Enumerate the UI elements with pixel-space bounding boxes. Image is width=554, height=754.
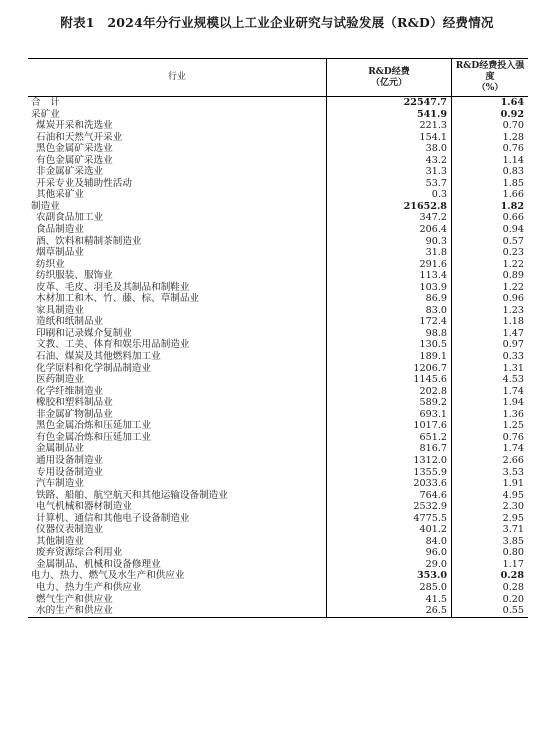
industry-name: 非金属矿物制品业	[28, 409, 327, 421]
industry-name: 煤炭开采和洗选业	[28, 120, 327, 132]
industry-name: 纺织业	[28, 259, 327, 271]
rd-expenditure-value: 202.8	[327, 386, 452, 398]
industry-name: 农副食品加工业	[28, 212, 327, 224]
industry-name: 金属制品、机械和设备修理业	[28, 559, 327, 571]
rd-expenditure-value: 0.3	[327, 189, 452, 201]
rd-intensity-value: 1.82	[500, 200, 524, 212]
industry-name: 电力、热力生产和供应业	[28, 582, 327, 594]
rd-expenditure-value: 285.0	[327, 582, 452, 594]
rd-intensity-value: 1.85	[502, 177, 524, 189]
industry-name: 电力、热力、燃气及水生产和供应业	[28, 570, 327, 582]
table-row	[28, 328, 528, 340]
industry-name: 金属制品业	[28, 443, 327, 455]
table-row	[28, 570, 528, 582]
rd-expenditure-value: 83.0	[327, 305, 452, 317]
table-row	[28, 178, 528, 190]
rd-expenditure-table	[28, 58, 528, 618]
industry-name: 纺织服装、服饰业	[28, 270, 327, 282]
industry-name: 通用设备制造业	[28, 455, 327, 467]
rd-expenditure-value: 189.1	[327, 351, 452, 363]
rd-intensity-value: 3.85	[502, 535, 524, 547]
table-row	[28, 201, 528, 213]
table-row	[28, 236, 528, 248]
rd-intensity-value: 1.94	[502, 397, 524, 409]
rd-intensity-value: 1.23	[502, 304, 524, 316]
industry-name: 石油和天然气开采业	[28, 132, 327, 144]
rd-intensity-value: 0.76	[502, 431, 524, 443]
header-expenditure	[327, 59, 452, 97]
rd-expenditure-value: 90.3	[327, 236, 452, 248]
rd-intensity-value: 3.53	[502, 466, 524, 478]
rd-expenditure-value: 401.2	[327, 524, 452, 536]
table-row	[28, 420, 528, 432]
rd-intensity-value: 1.91	[502, 478, 524, 490]
rd-expenditure-value: 221.3	[327, 120, 452, 132]
rd-expenditure-value: 347.2	[327, 212, 452, 224]
table-row	[28, 478, 528, 490]
rd-expenditure-value: 816.7	[327, 443, 452, 455]
table-body	[28, 97, 528, 618]
rd-expenditure-value: 41.5	[327, 594, 452, 606]
rd-expenditure-value: 693.1	[327, 409, 452, 421]
rd-intensity-value: 1.66	[502, 189, 524, 201]
industry-name: 印刷和记录媒介复制业	[28, 328, 327, 340]
table-row	[28, 282, 528, 294]
rd-expenditure-value: 29.0	[327, 559, 452, 571]
rd-intensity-value: 2.95	[502, 512, 524, 524]
table-row	[28, 559, 528, 571]
table-row	[28, 339, 528, 351]
industry-name: 开采专业及辅助性活动	[28, 178, 327, 190]
industry-name: 烟草制品业	[28, 247, 327, 259]
table-row	[28, 536, 528, 548]
rd-intensity-value: 4.53	[502, 374, 524, 386]
rd-expenditure-value: 4775.5	[327, 513, 452, 525]
rd-expenditure-value: 130.5	[327, 339, 452, 351]
table-row	[28, 166, 528, 178]
rd-expenditure-value: 541.9	[327, 109, 452, 121]
rd-intensity-value: 3.71	[502, 524, 524, 536]
table-row	[28, 120, 528, 132]
industry-name: 废弃资源综合利用业	[28, 547, 327, 559]
table-row	[28, 109, 528, 121]
industry-name: 造纸和纸制品业	[28, 316, 327, 328]
table-row	[28, 270, 528, 282]
rd-expenditure-value: 589.2	[327, 397, 452, 409]
rd-intensity-value: 1.36	[502, 408, 524, 420]
rd-expenditure-value: 353.0	[327, 570, 452, 582]
table-row	[28, 259, 528, 271]
header-industry: 行业	[28, 59, 327, 97]
table-row	[28, 547, 528, 559]
table-row	[28, 155, 528, 167]
rd-expenditure-value: 31.3	[327, 166, 452, 178]
table-row	[28, 582, 528, 594]
rd-expenditure-value: 2532.9	[327, 501, 452, 513]
table-row	[28, 143, 528, 155]
industry-name: 皮革、毛皮、羽毛及其制品和制鞋业	[28, 282, 327, 294]
industry-name: 橡胶和塑料制品业	[28, 397, 327, 409]
table-row	[28, 490, 528, 502]
table-row	[28, 501, 528, 513]
industry-name: 水的生产和供应业	[28, 605, 327, 617]
rd-intensity-value: 0.33	[502, 351, 524, 363]
industry-name: 食品制造业	[28, 224, 327, 236]
rd-expenditure-value: 98.8	[327, 328, 452, 340]
table-row	[28, 455, 528, 467]
rd-intensity-value: 1.22	[502, 281, 524, 293]
rd-expenditure-value: 26.5	[327, 605, 452, 617]
table-row	[28, 316, 528, 328]
rd-expenditure-value: 1312.0	[327, 455, 452, 467]
rd-intensity-value: 0.92	[500, 108, 524, 120]
industry-name: 其他采矿业	[28, 189, 327, 201]
table-row	[28, 432, 528, 444]
industry-name: 制造业	[28, 201, 327, 213]
rd-expenditure-value: 154.1	[327, 132, 452, 144]
rd-expenditure-value: 764.6	[327, 490, 452, 502]
industry-name: 医药制造业	[28, 374, 327, 386]
rd-expenditure-value: 21652.8	[327, 201, 452, 213]
rd-intensity-value: 4.95	[502, 489, 524, 501]
table-header-row	[28, 59, 528, 97]
rd-intensity-value: 1.22	[502, 258, 524, 270]
industry-name: 有色金属冶炼和压延加工业	[28, 432, 327, 444]
rd-intensity-value: 1.64	[500, 97, 524, 108]
industry-name: 黑色金属冶炼和压延加工业	[28, 420, 327, 432]
rd-expenditure-value: 53.7	[327, 178, 452, 190]
rd-expenditure-value: 103.9	[327, 282, 452, 294]
rd-expenditure-value: 86.9	[327, 293, 452, 305]
rd-expenditure-value: 38.0	[327, 143, 452, 155]
rd-intensity-value: 1.28	[502, 131, 524, 143]
industry-name: 专用设备制造业	[28, 467, 327, 479]
table-row	[28, 363, 528, 375]
industry-name: 石油、煤炭及其他燃料加工业	[28, 351, 327, 363]
rd-intensity-value: 1.17	[502, 558, 524, 570]
industry-name: 电气机械和器材制造业	[28, 501, 327, 513]
rd-intensity-value: 1.14	[502, 154, 524, 166]
rd-expenditure-value: 206.4	[327, 224, 452, 236]
rd-expenditure-value: 84.0	[327, 536, 452, 548]
rd-expenditure-value: 113.4	[327, 270, 452, 282]
industry-name: 燃气生产和供应业	[28, 594, 327, 606]
industry-name: 非金属矿采选业	[28, 166, 327, 178]
rd-intensity-value: 0.20	[502, 593, 524, 605]
table-row	[28, 305, 528, 317]
table-row	[28, 97, 528, 109]
rd-intensity-value: 0.57	[502, 235, 524, 247]
rd-intensity-value: 1.74	[502, 385, 524, 397]
industry-name: 汽车制造业	[28, 478, 327, 490]
industry-name: 黑色金属矿采选业	[28, 143, 327, 155]
table-row	[28, 132, 528, 144]
industry-name: 有色金属矿采选业	[28, 155, 327, 167]
rd-expenditure-value: 2033.6	[327, 478, 452, 490]
rd-intensity-value: 0.28	[502, 581, 524, 593]
rd-expenditure-value: 1017.6	[327, 420, 452, 432]
rd-expenditure-value: 651.2	[327, 432, 452, 444]
rd-intensity-value: 0.96	[502, 293, 524, 305]
rd-expenditure-value: 291.6	[327, 259, 452, 271]
table-row	[28, 386, 528, 398]
table-row	[28, 397, 528, 409]
industry-name: 铁路、船舶、航空航天和其他运输设备制造业	[28, 490, 327, 502]
rd-intensity-value: 1.47	[502, 327, 524, 339]
industry-name: 合 计	[28, 97, 327, 109]
rd-expenditure-value: 96.0	[327, 547, 452, 559]
rd-intensity-value: 0.80	[502, 547, 524, 559]
industry-name: 酒、饮料和精制茶制造业	[28, 236, 327, 248]
header-intensity-text: R&D经费投入强度 （%）	[455, 61, 525, 93]
rd-intensity-value: 0.83	[502, 166, 524, 178]
rd-expenditure-value: 172.4	[327, 316, 452, 328]
rd-intensity-value: 0.55	[452, 605, 529, 617]
table-row	[28, 594, 528, 606]
rd-expenditure-value: 43.2	[327, 155, 452, 167]
industry-name: 文教、工美、体育和娱乐用品制造业	[28, 339, 327, 351]
rd-intensity-value: 0.66	[502, 212, 524, 224]
rd-intensity-value: 0.97	[502, 339, 524, 351]
rd-intensity-value: 2.30	[502, 501, 524, 513]
table-row	[28, 374, 528, 386]
rd-expenditure-value: 31.8	[327, 247, 452, 259]
industry-name: 化学原料和化学制品制造业	[28, 363, 327, 375]
industry-name: 化学纤维制造业	[28, 386, 327, 398]
industry-name: 采矿业	[28, 109, 327, 121]
table-row	[28, 443, 528, 455]
header-expenditure-text: R&D经费 （亿元）	[368, 66, 410, 88]
rd-expenditure-value: 1206.7	[327, 363, 452, 375]
rd-intensity-value: 0.70	[502, 120, 524, 132]
rd-intensity-value: 0.76	[502, 143, 524, 155]
table-row	[28, 351, 528, 363]
rd-expenditure-value: 22547.7	[327, 97, 452, 109]
rd-intensity-value: 1.25	[502, 420, 524, 432]
rd-expenditure-value: 1145.6	[327, 374, 452, 386]
industry-name: 家具制造业	[28, 305, 327, 317]
rd-intensity-value: 1.74	[502, 443, 524, 455]
rd-intensity-value: 2.66	[502, 454, 524, 466]
industry-name: 仪器仪表制造业	[28, 524, 327, 536]
table-row	[28, 605, 528, 617]
header-intensity	[452, 59, 529, 97]
table-row	[28, 293, 528, 305]
table-row	[28, 409, 528, 421]
table-row	[28, 189, 528, 201]
table-row	[28, 524, 528, 536]
rd-intensity-value: 1.31	[502, 362, 524, 374]
rd-intensity-value: 0.23	[502, 247, 524, 259]
table-row	[28, 224, 528, 236]
rd-intensity-value: 0.89	[502, 270, 524, 282]
industry-name: 木材加工和木、竹、藤、棕、草制品业	[28, 293, 327, 305]
table-row	[28, 212, 528, 224]
rd-intensity-value: 1.18	[502, 316, 524, 328]
industry-name: 其他制造业	[28, 536, 327, 548]
document-title: 附表1 2024年分行业规模以上工业企业研究与试验发展（R&D）经费情况	[60, 15, 494, 30]
table-row	[28, 247, 528, 259]
rd-intensity-value: 0.94	[502, 224, 524, 236]
rd-intensity-value: 0.28	[500, 570, 524, 582]
table-row	[28, 467, 528, 479]
table-row	[28, 513, 528, 525]
rd-expenditure-value: 1355.9	[327, 467, 452, 479]
industry-name: 计算机、通信和其他电子设备制造业	[28, 513, 327, 525]
